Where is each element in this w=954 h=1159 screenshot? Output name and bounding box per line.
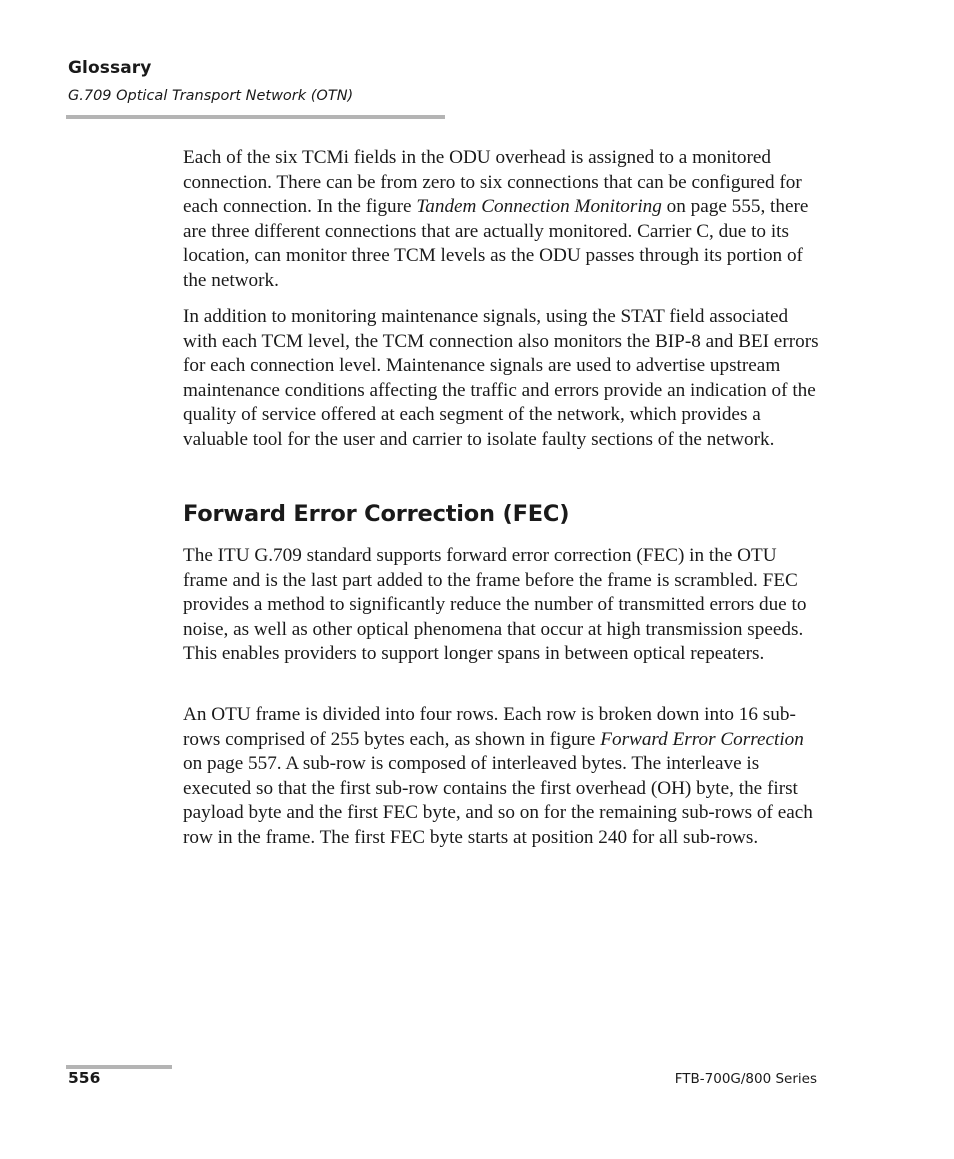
paragraph-text: Each of the six TCMi fields in the ODU overhead is assigned to a monitored connection. There can be from zero to six connections that can be configured for each connection. In the figure xyxy=(183,147,802,218)
running-header-subtitle: G.709 Optical Transport Network (OTN) xyxy=(68,88,354,104)
paragraph-text: on page 557. A sub-row is composed of interleaved bytes. The interleave is executed so that the first sub-row contains the first overhead (OH) byte, the first payload byte and the first FEC byte, and so on for the remaining sub-rows of each row in the frame. The first FEC byte starts at position 240 for all sub-rows. xyxy=(183,753,813,848)
product-name: FTB-700G/800 Series xyxy=(674,1071,817,1087)
header-divider xyxy=(66,115,445,119)
paragraph-otu-frame xyxy=(183,703,823,851)
paragraph-text: on page 555, there are three different connections that are actually monitored. Carrier C, due to its location, can monitor three TCM levels as the ODU passes through its portion of the network. xyxy=(183,196,809,291)
figure-reference: Tandem Connection Monitoring xyxy=(416,196,662,218)
figure-reference: Forward Error Correction xyxy=(600,728,804,750)
section-heading: Forward Error Correction (FEC) xyxy=(183,501,570,527)
paragraph-fec-intro: The ITU G.709 standard supports forward error correction (FEC) in the OTU frame and is the last part added to the frame before the frame is scrambled. FEC provides a method to significantly reduce the number of transmitted errors due to noise, as well as other optical phenomena that occur at high transmission speeds. This enables providers to support longer spans in between optical repeaters. xyxy=(183,545,807,665)
paragraph-text: An OTU frame is divided into four rows. Each row is broken down into 16 sub-rows comprised of 255 bytes each, as shown in figure xyxy=(183,704,796,750)
paragraph-tcm-fields xyxy=(183,146,823,294)
running-header-title: Glossary xyxy=(68,58,152,78)
page-number: 556 xyxy=(68,1069,101,1087)
paragraph-tcm-monitoring: In addition to monitoring maintenance signals, using the STAT field associated with each TCM level, the TCM connection also monitors the BIP-8 and BEI errors for each connection level. Maintenance signals are used to advertise upstream maintenance conditions affecting the traffic and errors provide an indication of the quality of service offered at each segment of the network, which provides a valuable tool for the user and carrier to isolate faulty sections of the network. xyxy=(183,306,819,450)
